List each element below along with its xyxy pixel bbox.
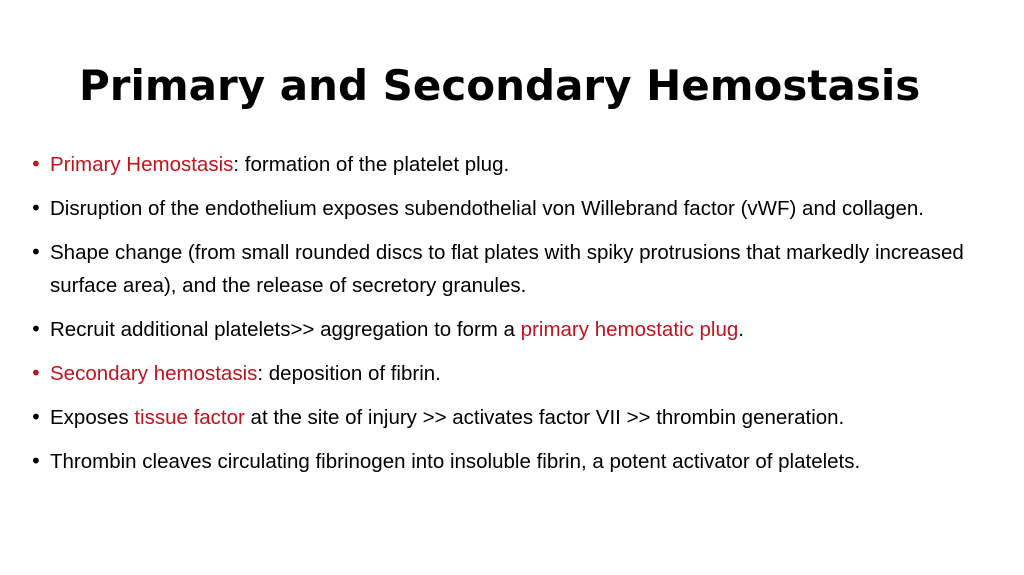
bullet-text-after: . [738,318,744,341]
bullet-icon: • [30,196,42,220]
bullet-text: Thrombin cleaves circulating fibrinogen into insoluble fibrin, a potent activator of platelets. [50,450,861,473]
bullet-item-thrombin [30,445,1005,478]
bullet-item-secondary-hemostasis [30,357,1005,390]
bullet-icon: • [30,449,42,473]
highlight-tissue-factor: tissue factor [134,406,245,429]
bullet-icon: • [30,240,42,264]
bullet-icon: • [30,152,42,176]
bullet-icon: • [30,405,42,429]
bullet-text: Disruption of the endothelium exposes subendothelial von Willebrand factor (vWF) and collagen. [50,197,925,220]
highlight-primary-hemostasis: Primary Hemostasis [50,153,234,176]
bullet-item-tissue-factor [30,401,1005,434]
slide-title: Primary and Secondary Hemostasis [79,61,921,110]
bullet-text: Shape change (from small rounded discs to flat plates with spiky protrusions that markedly increased surface area), and the release of secretory granules. [50,241,964,297]
bullet-text-after: : formation of the platelet plug. [233,153,510,176]
bullet-list [30,148,1005,489]
bullet-text-after: : deposition of fibrin. [257,362,441,385]
bullet-text-after: at the site of injury >> activates factor VII >> thrombin generation. [244,406,845,429]
bullet-text-before: Recruit additional platelets>> aggregation to form a [50,318,521,341]
highlight-primary-hemostatic-plug: primary hemostatic plug [520,318,739,341]
bullet-icon: • [30,317,42,341]
bullet-item-endothelium-disruption [30,192,1005,225]
bullet-item-shape-change [30,236,1005,302]
bullet-text-before: Exposes [50,406,135,429]
bullet-icon: • [30,361,42,385]
bullet-item-primary-hemostasis [30,148,1005,181]
bullet-item-recruit-platelets [30,313,1005,346]
highlight-secondary-hemostasis: Secondary hemostasis [50,362,258,385]
